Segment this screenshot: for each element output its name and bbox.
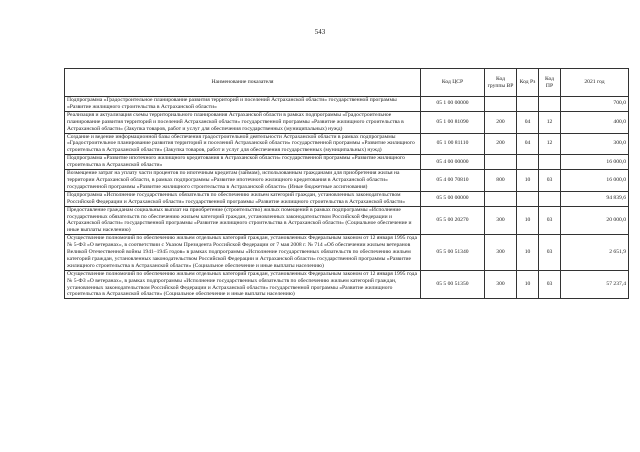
cell-rz <box>517 191 539 206</box>
cell-vr <box>485 155 517 170</box>
header-vr: Код группы ВР <box>485 69 517 97</box>
cell-value: 16 000,0 <box>561 170 629 192</box>
cell-pr: 03 <box>539 170 561 192</box>
table-row <box>65 155 629 170</box>
table-row <box>65 270 629 299</box>
table-row <box>65 191 629 206</box>
cell-rz <box>517 97 539 112</box>
cell-csr: 05 5 00 00000 <box>421 191 485 206</box>
cell-value: 700,0 <box>561 97 629 112</box>
cell-rz: 04 <box>517 111 539 133</box>
cell-csr: 05 1 00 81090 <box>421 111 485 133</box>
cell-rz: 10 <box>517 235 539 271</box>
cell-name: Реализация и актуализация схемы территориального планирования Астраханской области в рамках подпрограммы «Градостроительное планирование развития территорий и поселений Астраханской области» государственной программы «Развитие жилищного строительства в Астраханской области» (Закупка товаров, работ и услуг для обеспечения государственных (муниципальных) нужд) <box>65 111 421 133</box>
cell-name: Возмещение затрат на уплату части процентов по ипотечным кредитам (займам), использованным гражданами для приобретения жилья на территории Астраханской области, в рамках подпрограммы «Развитие ипотечного жилищного кредитования в Астраханской области» государственной программы «Развитие жилищного строительства в Астраханской области» (Иные бюджетные ассигнования) <box>65 170 421 192</box>
table-header-row <box>65 69 629 97</box>
table-row <box>65 206 629 235</box>
header-year: 2021 год <box>561 69 629 97</box>
cell-vr: 300 <box>485 206 517 235</box>
cell-name: Осуществление полномочий по обеспечению жильем отдельных категорий граждан, установленных Федеральным законом от 12 января 1995 года № 5-ФЗ «О ветеранах», в рамках подпрограммы «Исполнение государственных обязательств по обеспечению жильем категорий граждан, установленных законодательством Российской Федерации и Астраханской области» государственной программы «Развитие жилищного строительства в Астраханской области» (Социальное обеспечение и иные выплаты населению) <box>65 270 421 299</box>
cell-vr: 300 <box>485 235 517 271</box>
table-row <box>65 133 629 155</box>
cell-vr: 800 <box>485 170 517 192</box>
cell-pr <box>539 155 561 170</box>
cell-vr <box>485 191 517 206</box>
cell-pr: 03 <box>539 206 561 235</box>
cell-csr: 05 4 00 70810 <box>421 170 485 192</box>
cell-pr: 03 <box>539 270 561 299</box>
cell-value: 94 839,6 <box>561 191 629 206</box>
header-pr: Код ПР <box>539 69 561 97</box>
table-row <box>65 235 629 271</box>
cell-name: Создание и ведение информационной базы обеспечения градостроительной деятельности Астраханской области в рамках подпрограммы «Градостроительное планирование развития территорий и поселений Астраханской области» государственной программы «Развитие жилищного строительства в Астраханской области» (Закупка товаров, работ и услуг для обеспечения государственных (муниципальных) нужд) <box>65 133 421 155</box>
cell-rz: 10 <box>517 206 539 235</box>
cell-rz <box>517 155 539 170</box>
header-csr: Код ЦСР <box>421 69 485 97</box>
cell-csr: 05 1 00 00000 <box>421 97 485 112</box>
cell-pr: 12 <box>539 111 561 133</box>
table-row <box>65 170 629 192</box>
cell-vr: 200 <box>485 111 517 133</box>
cell-csr: 05 5 00 20270 <box>421 206 485 235</box>
budget-table <box>64 68 629 299</box>
cell-name: Предоставление гражданам социальных выплат на приобретение (строительство) жилых помещений в рамках подпрограммы «Исполнение государственных обязательств по обеспечению жильем категорий граждан, установленных законодательством Российской Федерации и Астраханской области» государственной программы «Развитие жилищного строительства в Астраханской области» (Социальное обеспечение и иные выплаты населению) <box>65 206 421 235</box>
cell-name: Подпрограмма «Градостроительное планирование развития территорий и поселений Астраханской области» государственной программы «Развитие жилищного строительства в Астраханской области» <box>65 97 421 112</box>
table-body <box>65 97 629 299</box>
cell-vr: 300 <box>485 270 517 299</box>
cell-rz: 10 <box>517 270 539 299</box>
cell-csr: 05 5 00 51350 <box>421 270 485 299</box>
cell-value: 400,0 <box>561 111 629 133</box>
cell-name: Подпрограмма «Развитие ипотечного жилищного кредитования в Астраханской области» государственной программы «Развитие жилищного строительства в Астраханской области» <box>65 155 421 170</box>
header-name: Наименование показателя <box>65 69 421 97</box>
cell-name: Осуществление полномочий по обеспечению жильем отдельных категорий граждан, установленных Федеральным законом от 12 января 1995 года № 5-ФЗ «О ветеранах», в соответствии с Указом Президента Российской Федерации от 7 мая 2008 г. № 714 «Об обеспечении жильем ветеранов Великой Отечественной войны 1941–1945 годов» в рамках подпрограммы «Исполнение государственных обязательств по обеспечению жильем категорий граждан, установленных законодательством Российской Федерации и Астраханской области» государственной программы «Развитие жилищного строительства в Астраханской области» (Социальное обеспечение и иные выплаты населению) <box>65 235 421 271</box>
cell-value: 16 000,0 <box>561 155 629 170</box>
cell-pr: 12 <box>539 133 561 155</box>
cell-pr <box>539 191 561 206</box>
cell-csr: 05 5 00 51340 <box>421 235 485 271</box>
table-row <box>65 111 629 133</box>
cell-vr: 200 <box>485 133 517 155</box>
page-number: 543 <box>314 28 326 36</box>
cell-value: 57 237,4 <box>561 270 629 299</box>
cell-csr: 05 4 00 00000 <box>421 155 485 170</box>
cell-pr: 03 <box>539 235 561 271</box>
cell-rz: 04 <box>517 133 539 155</box>
cell-vr <box>485 97 517 112</box>
cell-value: 300,0 <box>561 133 629 155</box>
cell-name: Подпрограмма «Исполнение государственных обязательств по обеспечению жильем категорий граждан, установленных законодательством Российской Федерации и Астраханской области» государственной программы «Развитие жилищного строительства в Астраханской области» <box>65 191 421 206</box>
cell-csr: 05 1 00 81110 <box>421 133 485 155</box>
cell-value: 2 651,9 <box>561 235 629 271</box>
header-rz: Код Рз <box>517 69 539 97</box>
table-row <box>65 97 629 112</box>
cell-rz: 10 <box>517 170 539 192</box>
cell-value: 20 000,0 <box>561 206 629 235</box>
cell-pr <box>539 97 561 112</box>
